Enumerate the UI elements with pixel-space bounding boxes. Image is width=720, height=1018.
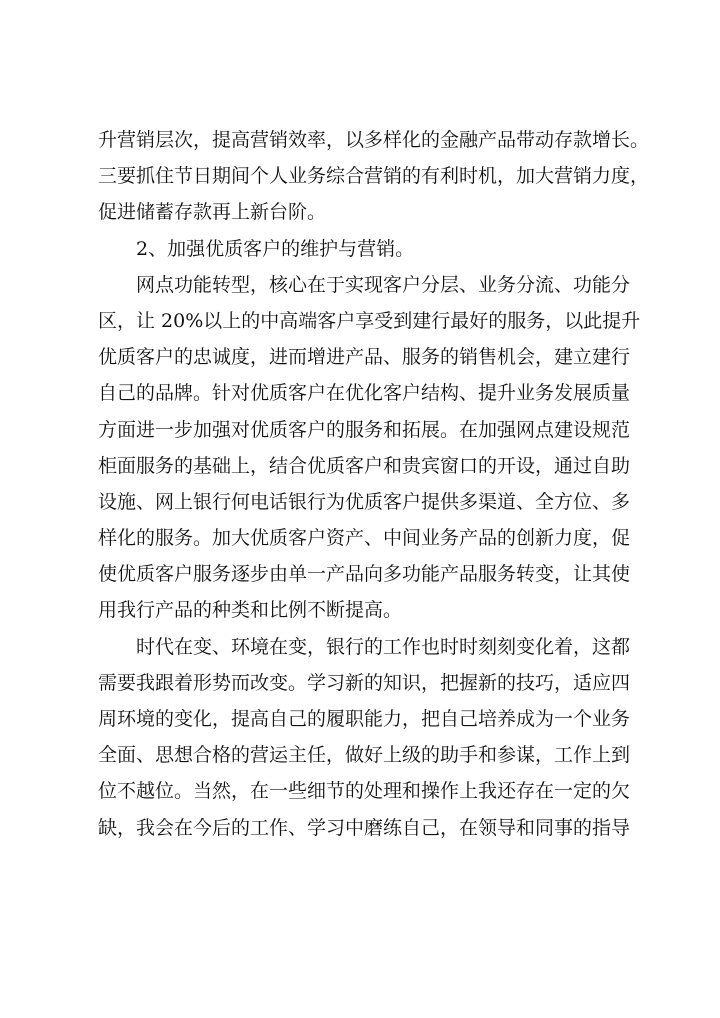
text-line: 使优质客户服务逐步由单一产品向多功能产品服务转变，让其使	[98, 563, 631, 586]
text-line: 方面进一步加强对优质客户的服务和拓展。在加强网点建设规范	[98, 418, 631, 441]
text-line: 柜面服务的基础上，结合优质客户和贵宾窗口的开设，通过自助	[98, 454, 631, 477]
text-line: 优质客户的忠诚度，进而增进产品、服务的销售机会，建立建行	[98, 346, 631, 369]
text-line: 样化的服务。加大优质客户资产、中间业务产品的创新力度，促	[98, 527, 631, 550]
section-heading: 2、加强优质客户的维护与营销。	[136, 237, 415, 260]
text-line: 促进储蓄存款再上新台阶。	[98, 201, 327, 224]
text-line: 全面、思想合格的营运主任，做好上级的助手和参谋，工作上到	[98, 744, 631, 767]
text-line: 缺，我会在今后的工作、学习中磨练自己，在领导和同事的指导	[98, 816, 631, 839]
text-line: 网点功能转型，核心在于实现客户分层、业务分流、功能分	[136, 273, 631, 296]
text-line: 自己的品牌。针对优质客户在优化客户结构、提升业务发展质量	[98, 382, 631, 405]
text-line: 需要我跟着形势而改变。学习新的知识，把握新的技巧，适应四	[98, 671, 631, 694]
text-line: 设施、网上银行何电话银行为优质客户提供多渠道、全方位、多	[98, 490, 631, 513]
text-line: 位不越位。当然，在一些细节的处理和操作上我还存在一定的欠	[98, 780, 631, 803]
text-line: 用我行产品的种类和比例不断提高。	[98, 599, 403, 622]
text-line: 周环境的变化，提高自己的履职能力，把自己培养成为一个业务	[98, 708, 631, 730]
text-line: 三要抓住节日期间个人业务综合营销的有利时机，加大营销力度，	[98, 165, 650, 188]
text-line: 区，让 20%以上的中高端客户享受到建行最好的服务，以此提升	[98, 309, 641, 332]
body-text	[98, 122, 658, 846]
text-line: 升营销层次，提高营销效率，以多样化的金融产品带动存款增长。	[98, 129, 650, 151]
text-line: 时代在变、环境在变，银行的工作也时时刻刻变化着，这都	[136, 635, 631, 658]
